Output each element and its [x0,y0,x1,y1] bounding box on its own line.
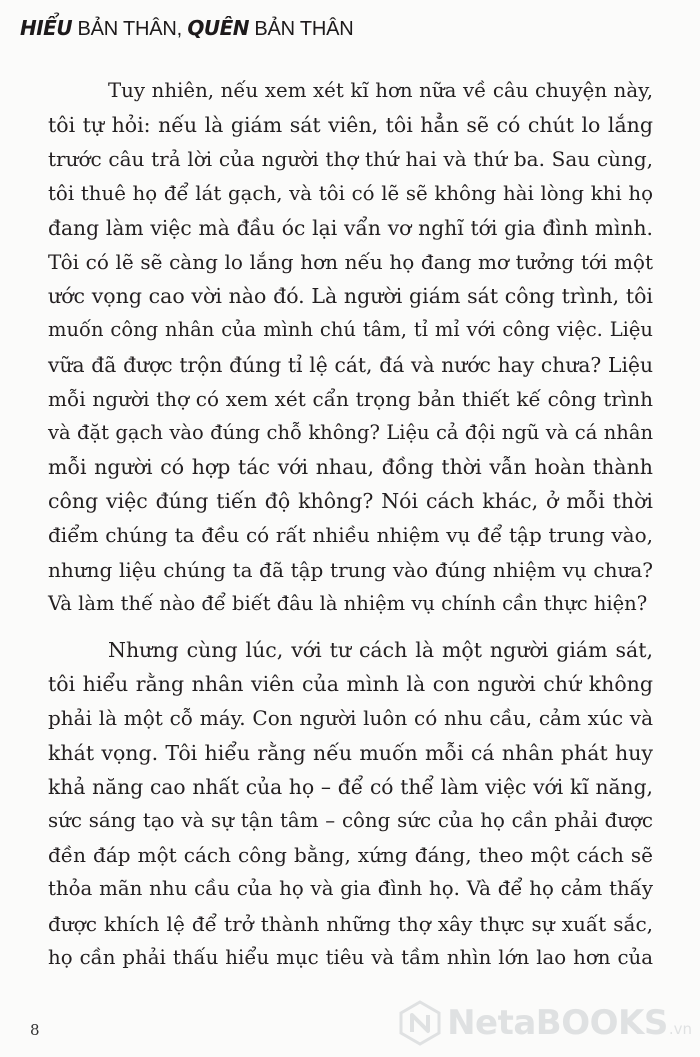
text-line: khát vọng. Tôi hiểu rằng nếu muốn mỗi cá nhân phát huy [48,740,653,765]
text-line: muốn công nhân của mình chú tâm, tỉ mỉ với công việc. Liệu [48,318,653,342]
text-line: tôi thuê họ để lát gạch, và tôi có lẽ sẽ không hài lòng khi họ [48,181,653,205]
paragraph-1 [48,74,653,621]
text-line: Tuy nhiên, nếu xem xét kĩ hơn nữa về câu chuyện này, [108,79,653,102]
text-line: mỗi người thợ có xem xét cẩn trọng bản thiết kế công trình [48,386,653,411]
text-line: sức sáng tạo và sự tận tâm – công sức của họ cần phải được [48,808,653,832]
text-line: ước vọng cao vời nào đó. Là người giám sát công trình, tôi [48,284,653,309]
paragraph-gap [48,621,653,633]
text-line: công việc đúng tiến độ không? Nói cách khác, ở mỗi thời [48,489,653,514]
body-text [48,74,653,975]
running-head-part2: BẢN THÂN [248,18,354,40]
running-head-word1: HIỂU [20,16,73,40]
text-line: được khích lệ để trở thành những thợ xây thực sự xuất sắc, [48,911,653,936]
text-line: tôi hiểu rằng nhân viên của mình là con người chứ không [48,672,653,697]
text-line: Và làm thế nào để biết đâu là nhiệm vụ chính cần thực hiện? [48,591,648,615]
text-line: phải là một cỗ máy. Con người luôn có nhu cầu, cảm xúc và [48,706,653,731]
text-line: điểm chúng ta đều có rất nhiều nhiệm vụ để tập trung vào, [48,523,653,548]
watermark-text: NetaBOOKS [447,1003,668,1043]
running-head-word2: QUÊN [187,16,249,40]
text-line: khả năng cao nhất của họ – để có thể làm việc với kĩ năng, [48,774,653,799]
text-line: mỗi người có hợp tác với nhau, đồng thời vẫn hoàn thành [48,455,653,480]
watermark [397,1000,692,1046]
text-line: vữa đã được trộn đúng tỉ lệ cát, đá và nước hay chưa? Liệu [48,352,653,377]
text-line: trước câu trả lời của người thợ thứ hai và thứ ba. Sau cùng, [48,147,653,172]
text-line: và đặt gạch vào đúng chỗ không? Liệu cả đội ngũ và cá nhân [48,420,653,444]
paragraph-2 [48,633,653,975]
netabooks-logo-icon [397,1000,443,1046]
text-line: Tôi có lẽ sẽ càng lo lắng hơn nếu họ đang mơ tưởng tới một [48,249,653,274]
text-line: đang làm việc mà đầu óc lại vẩn vơ nghĩ tới gia đình mình. [48,215,653,240]
watermark-suffix: .vn [668,1020,692,1038]
text-line: nhưng liệu chúng ta đã tập trung vào đúng nhiệm vụ chưa? [48,557,653,582]
text-line: thỏa mãn nhu cầu của họ và gia đình họ. Và để họ cảm thấy [48,877,653,901]
text-line: họ cần phải thấu hiểu mục tiêu và tầm nhìn lớn lao hơn của [48,945,653,969]
running-head [20,16,354,41]
running-head-part1: BẢN THÂN, [72,18,188,40]
text-line: đền đáp một cách công bằng, xứng đáng, theo một cách sẽ [48,843,653,868]
text-line: tôi tự hỏi: nếu là giám sát viên, tôi hẳn sẽ có chút lo lắng [48,113,653,138]
page-number: 8 [30,1021,40,1039]
text-line: Nhưng cùng lúc, với tư cách là một người giám sát, [108,638,653,662]
